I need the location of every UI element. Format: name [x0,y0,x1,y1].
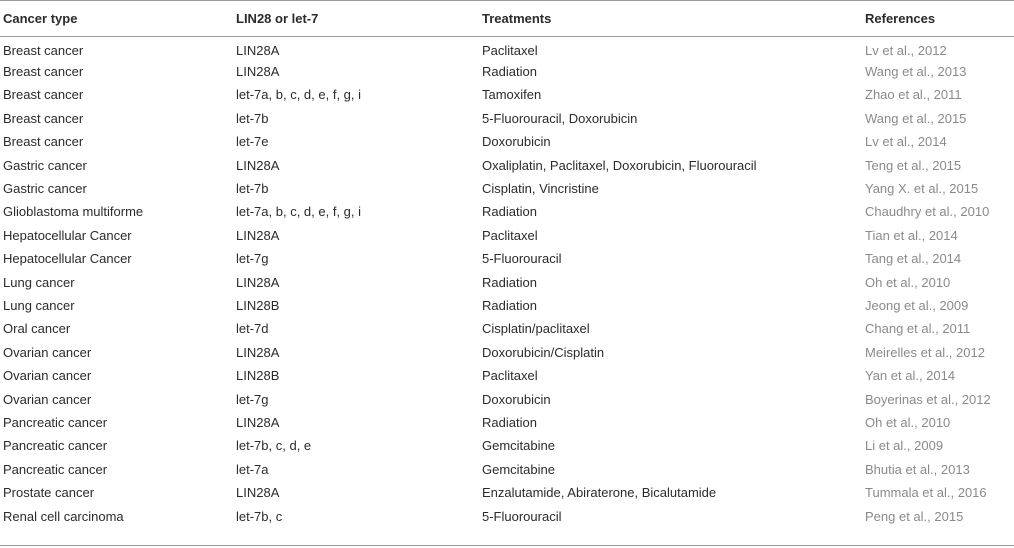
cell-reference: Tian et al., 2014 [865,227,958,243]
cell-reference: Meirelles et al., 2012 [865,344,985,360]
table-header [0,1,1014,37]
table-row [0,130,1014,153]
cell-cancer-type: Lung cancer [3,297,75,313]
table-row [0,458,1014,481]
cell-cancer-type: Ovarian cancer [3,368,92,384]
cell-cancer-type: Pancreatic cancer [3,438,108,454]
cell-lin28-let7: let-7g [236,391,269,407]
cell-lin28-let7: let-7a, b, c, d, e, f, g, i [236,87,362,103]
cell-cancer-type: Lung cancer [3,274,75,290]
cell-cancer-type: Pancreatic cancer [3,414,108,430]
cell-reference: Chaudhry et al., 2010 [865,204,990,220]
cell-cancer-type: Prostate cancer [3,485,95,501]
cell-reference: Li et al., 2009 [865,438,944,454]
table-row [0,177,1014,200]
cell-treatments: Radiation [482,64,537,80]
cell-lin28-let7: LIN28A [236,42,280,58]
cell-reference: Chang et al., 2011 [865,321,971,337]
cell-lin28-let7: LIN28A [236,414,280,430]
cell-treatments: Cisplatin, Vincristine [482,181,599,197]
header-lin28-let7: LIN28 or let-7 [236,11,319,26]
table-row [0,387,1014,410]
cell-treatments: Paclitaxel [482,42,538,58]
table-row [0,60,1014,83]
cell-lin28-let7: let-7b [236,181,269,197]
cell-cancer-type: Hepatocellular Cancer [3,227,132,243]
table-row [0,434,1014,457]
header-treatments: Treatments [482,11,552,26]
table-row [0,317,1014,340]
cell-reference: Teng et al., 2015 [865,157,962,173]
header-references: References [865,11,936,26]
table-row [0,107,1014,130]
cell-lin28-let7: let-7g [236,251,269,267]
cell-lin28-let7: LIN28B [236,297,280,313]
cell-treatments: Gemcitabine [482,461,555,477]
cell-treatments: Doxorubicin [482,134,551,150]
table-body [0,37,1014,528]
cell-lin28-let7: LIN28A [236,274,280,290]
table-row [0,364,1014,387]
table-row [0,83,1014,106]
cell-treatments: Paclitaxel [482,368,538,384]
header-cancer-type: Cancer type [3,11,78,26]
table-row [0,411,1014,434]
cell-cancer-type: Ovarian cancer [3,344,92,360]
cell-cancer-type: Pancreatic cancer [3,461,108,477]
cell-treatments: Paclitaxel [482,227,538,243]
cell-lin28-let7: LIN28A [236,344,280,360]
cell-lin28-let7: LIN28A [236,64,280,80]
cell-treatments: Radiation [482,274,537,290]
cell-cancer-type: Oral cancer [3,321,71,337]
cell-cancer-type: Gastric cancer [3,181,87,197]
cell-reference: Jeong et al., 2009 [865,297,969,313]
table-row [0,341,1014,364]
table-row [0,270,1014,293]
table-row [0,224,1014,247]
cell-reference: Bhutia et al., 2013 [865,461,970,477]
cell-reference: Tummala et al., 2016 [865,485,987,501]
cell-reference: Oh et al., 2010 [865,414,951,430]
cell-treatments: Radiation [482,297,537,313]
cell-reference: Wang et al., 2013 [865,64,967,80]
cell-treatments: Enzalutamide, Abiraterone, Bicalutamide [482,485,717,501]
table-row [0,153,1014,176]
cell-cancer-type: Gastric cancer [3,157,87,173]
cell-cancer-type: Breast cancer [3,87,84,103]
cell-lin28-let7: let-7e [236,134,269,150]
cell-cancer-type: Ovarian cancer [3,391,92,407]
cell-lin28-let7: LIN28B [236,368,280,384]
cell-treatments: Radiation [482,414,537,430]
cell-reference: Wang et al., 2015 [865,110,967,126]
cell-lin28-let7: let-7a, b, c, d, e, f, g, i [236,204,362,220]
cell-reference: Lv et al., 2012 [865,42,947,58]
table-row [0,247,1014,270]
cell-lin28-let7: let-7a [236,461,269,477]
cell-reference: Yan et al., 2014 [865,368,956,384]
cell-lin28-let7: LIN28A [236,157,280,173]
cell-lin28-let7: let-7d [236,321,269,337]
table-row [0,200,1014,223]
table-row [0,294,1014,317]
cell-treatments: Gemcitabine [482,438,555,454]
cell-treatments: Cisplatin/paclitaxel [482,321,590,337]
cell-cancer-type: Breast cancer [3,110,84,126]
cell-cancer-type: Breast cancer [3,64,84,80]
cell-treatments: Oxaliplatin, Paclitaxel, Doxorubicin, Fluorouracil [482,157,757,173]
cell-treatments: 5-Fluorouracil, Doxorubicin [482,110,638,126]
cell-reference: Lv et al., 2014 [865,134,947,150]
cell-cancer-type: Breast cancer [3,42,84,58]
cell-treatments: 5-Fluorouracil [482,508,562,524]
cell-cancer-type: Renal cell carcinoma [3,508,124,524]
cell-cancer-type: Hepatocellular Cancer [3,251,132,267]
table-bottom-rule [0,545,1014,546]
table-row [0,481,1014,504]
cell-lin28-let7: let-7b, c [236,508,283,524]
cell-lin28-let7: LIN28A [236,227,280,243]
cell-cancer-type: Glioblastoma multiforme [3,204,144,220]
cell-reference: Zhao et al., 2011 [865,87,962,103]
cell-lin28-let7: LIN28A [236,485,280,501]
table-row [0,504,1014,527]
cell-reference: Peng et al., 2015 [865,508,964,524]
cell-reference: Oh et al., 2010 [865,274,951,290]
cell-treatments: 5-Fluorouracil [482,251,562,267]
cell-treatments: Doxorubicin [482,391,551,407]
cell-reference: Tang et al., 2014 [865,251,962,267]
cell-reference: Yang X. et al., 2015 [865,181,979,197]
cell-reference: Boyerinas et al., 2012 [865,391,991,407]
header-row [0,1,1014,37]
table-row [0,37,1014,60]
cell-lin28-let7: let-7b [236,110,269,126]
cell-lin28-let7: let-7b, c, d, e [236,438,312,454]
cell-treatments: Tamoxifen [482,87,542,103]
cell-treatments: Doxorubicin/Cisplatin [482,344,605,360]
cell-treatments: Radiation [482,204,537,220]
cell-cancer-type: Breast cancer [3,134,84,150]
